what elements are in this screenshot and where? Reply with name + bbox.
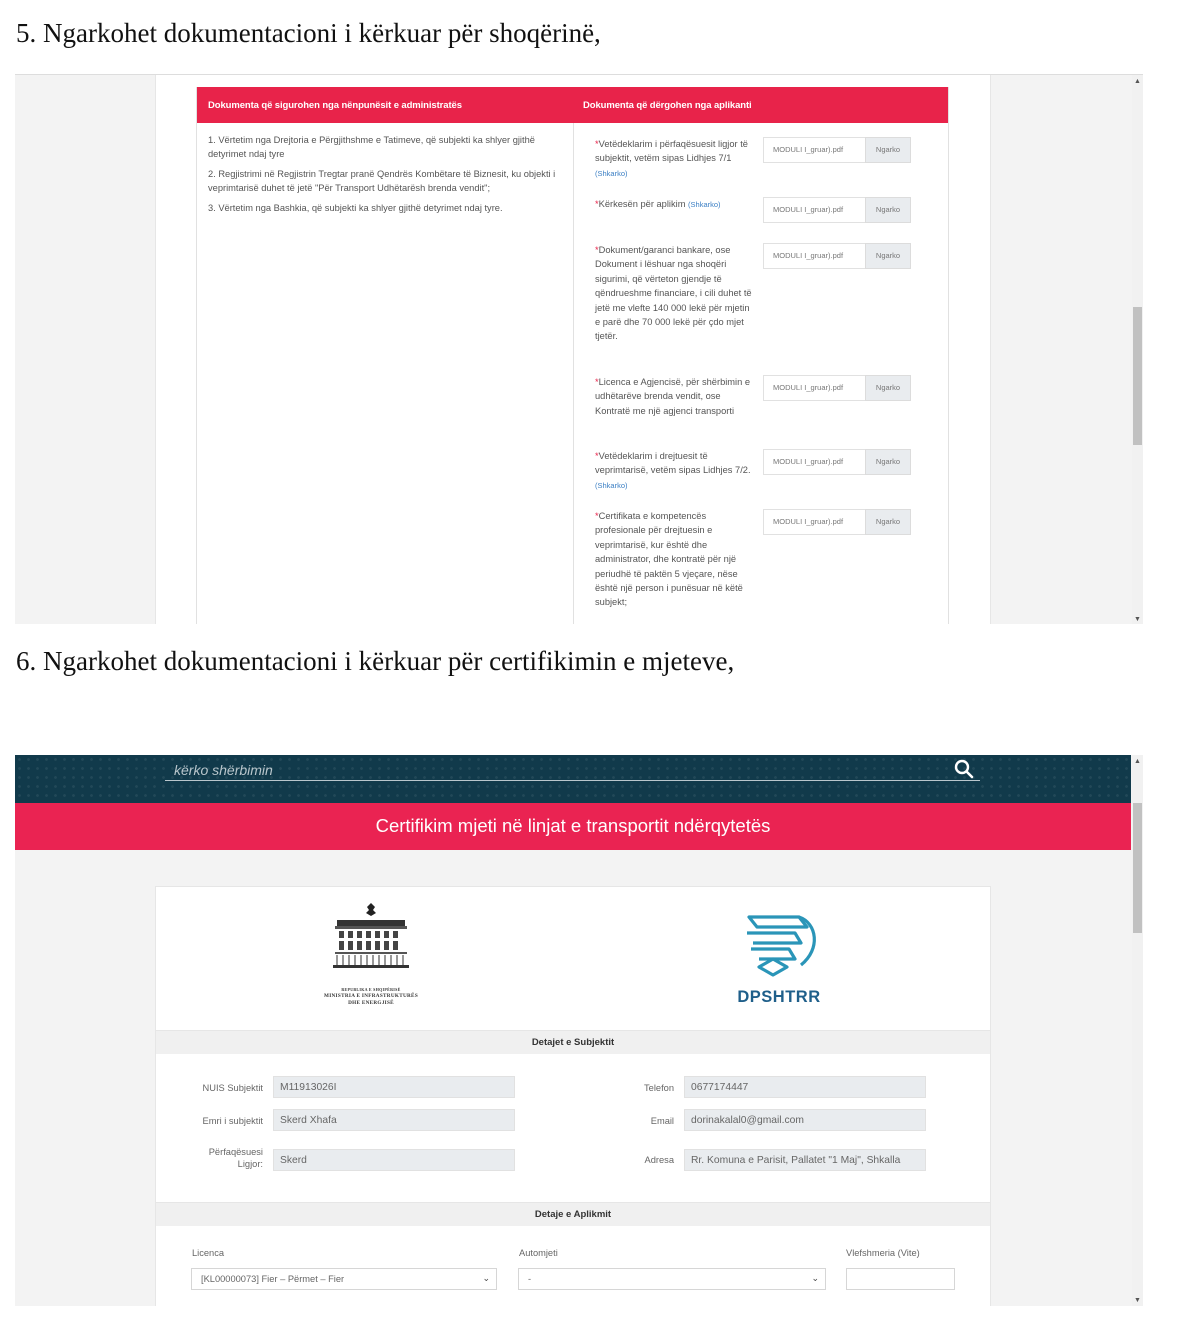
vehicle-selected-value: -	[528, 1274, 532, 1284]
file-upload	[763, 243, 911, 269]
subject-details-section	[156, 1054, 990, 1202]
dpshtrr-logo	[729, 909, 829, 1007]
upload-button[interactable]: Ngarko	[865, 375, 911, 401]
required-star: *	[595, 245, 599, 255]
file-name-field[interactable]: MODULI I_gruar).pdf	[763, 375, 865, 401]
page-scrollbar[interactable]	[1132, 755, 1143, 1306]
required-doc-text: Dokument/garanci bankare, ose Dokument i lëshuar nga shoqëri sigurimi, që vërteton gjendje të qëndrueshme financiare, i cili duhet të jetë me vlefte 140 000 lekë për mjetin e parë dhe 70 000 lekë për çdo mjet tjetër.	[595, 245, 752, 342]
address-label: Adresa	[644, 1155, 674, 1165]
scroll-thumb[interactable]	[1133, 803, 1142, 933]
required-doc-item	[595, 243, 755, 344]
page-scrollbar[interactable]	[1132, 75, 1143, 624]
required-doc-text: Kërkesën për aplikim	[598, 199, 686, 209]
file-upload	[763, 449, 911, 475]
license-selected-value: [KL00000073] Fier – Përmet – Fier	[201, 1274, 345, 1284]
ministry-logo-line: MINISTRIA E INFRASTRUKTURËS	[324, 993, 418, 999]
column-divider	[573, 123, 574, 624]
scroll-up-icon[interactable]: ▲	[1134, 78, 1141, 85]
vehicle-certification-screenshot	[15, 755, 1143, 1306]
subject-details-header: Detajet e Subjektit	[156, 1030, 990, 1054]
required-doc-item	[595, 509, 755, 610]
search-input[interactable]	[165, 759, 980, 781]
ministry-logo-line: REPUBLIKA E SHQIPËRISË	[341, 987, 401, 992]
license-select[interactable]	[191, 1268, 497, 1290]
nuis-label: NUIS Subjektit	[202, 1083, 263, 1093]
admin-doc-item: 2. Regjistrimi në Regjistrin Tregtar pranë Qendrës Kombëtare të Biznesit, ku objekti i veprimtarisë duhet të jetë "Për Transport Udhëtarësh brenda vendit";	[208, 169, 556, 193]
scroll-thumb[interactable]	[1133, 307, 1142, 445]
required-star: *	[595, 199, 599, 209]
validity-input[interactable]	[846, 1268, 955, 1290]
legal-representative-field[interactable]: Skerd	[273, 1149, 515, 1171]
nuis-field[interactable]: M11913026I	[273, 1076, 515, 1098]
file-name-field[interactable]: MODULI I_gruar).pdf	[763, 197, 865, 223]
chevron-down-icon: ⌄	[482, 1273, 490, 1283]
required-star: *	[595, 139, 599, 149]
scroll-up-icon[interactable]: ▲	[1134, 758, 1141, 765]
upload-button[interactable]: Ngarko	[865, 137, 911, 163]
required-star: *	[595, 377, 599, 387]
subject-name-label: Emri i subjektit	[202, 1116, 263, 1126]
application-card	[155, 886, 991, 1306]
file-upload	[763, 375, 911, 401]
subject-name-field[interactable]: Skerd Xhafa	[273, 1109, 515, 1131]
step-6-heading: 6. Ngarkohet dokumentacioni i kërkuar për certifikimin e mjeteve,	[16, 646, 735, 676]
required-doc-item	[595, 197, 755, 212]
file-upload	[763, 137, 911, 163]
file-name-field[interactable]: MODULI I_gruar).pdf	[763, 243, 865, 269]
required-doc-text: Vetëdeklarim i drejtuesit të veprimtarisë, vetëm sipas Lidhjes 7/2.	[595, 451, 751, 476]
applicant-docs-header: Dokumenta që dërgohen nga aplikanti	[583, 99, 752, 111]
required-doc-text: Vetëdeklarim i përfaqësuesit ligjor të subjektit, vetëm sipas Lidhjes 7/1	[595, 139, 748, 164]
download-link[interactable]: (Shkarko)	[595, 168, 628, 178]
step-5-heading: 5. Ngarkohet dokumentacioni i kërkuar për shoqërinë,	[16, 18, 601, 48]
required-doc-text: Licenca e Agjencisë, për shërbimin e udhëtarëve brenda vendit, ose Kontratë me një agjenci transporti	[595, 377, 751, 416]
scroll-down-icon[interactable]: ▼	[1134, 1297, 1141, 1304]
documents-table-header	[197, 87, 948, 123]
required-doc-text: Certifikata e kompetencës profesionale për drejtuesin e veprimtarisë, kur është dhe administrator, dhe kontratë për një periudhë të paktën 5 vjeçare, nëse është një person i punësuar në këtë subjekt;	[595, 511, 743, 608]
upload-button[interactable]: Ngarko	[865, 449, 911, 475]
legal-representative-label: Përfaqësuesi Ligjor:	[208, 1147, 263, 1169]
search-icon[interactable]	[953, 758, 975, 780]
dpshtrr-emblem-icon	[739, 909, 819, 981]
chevron-down-icon: ⌄	[811, 1273, 819, 1283]
file-name-field[interactable]: MODULI I_gruar).pdf	[763, 449, 865, 475]
email-field[interactable]: dorinakalal0@gmail.com	[684, 1109, 926, 1131]
email-label: Email	[650, 1116, 674, 1126]
documents-table	[196, 87, 949, 624]
address-field[interactable]: Rr. Komuna e Parisit, Pallatet "1 Maj", Shkalla	[684, 1149, 926, 1171]
agency-logo-text: DPSHTRR	[737, 988, 821, 1006]
license-label: Licenca	[192, 1248, 225, 1258]
application-details-header: Detaje e Aplikmit	[156, 1202, 990, 1226]
validity-label: Vlefshmeria (Vite)	[846, 1248, 920, 1258]
documents-upload-screenshot	[15, 74, 1143, 624]
scroll-down-icon[interactable]: ▼	[1134, 616, 1141, 623]
phone-label: Telefon	[644, 1083, 674, 1093]
required-star: *	[595, 451, 599, 461]
file-upload	[763, 197, 911, 223]
documents-table-body	[197, 123, 948, 624]
ministry-logo	[306, 901, 436, 1007]
required-doc-item	[595, 137, 755, 181]
required-doc-item	[595, 375, 755, 418]
vehicle-label: Automjeti	[519, 1248, 558, 1258]
logos-header	[156, 887, 990, 1030]
upload-button[interactable]: Ngarko	[865, 243, 911, 269]
service-title: Certifikim mjeti në linjat e transportit ndërqytetës	[15, 803, 1131, 850]
file-name-field[interactable]: MODULI I_gruar).pdf	[763, 509, 865, 535]
admin-doc-item: 1. Vërtetim nga Drejtoria e Përgjithshme e Tatimeve, që subjekti ka shlyer gjithë detyrimet ndaj tyre	[208, 135, 535, 159]
file-upload	[763, 509, 911, 535]
top-search-bar	[15, 755, 1131, 803]
admin-doc-item: 3. Vërtetim nga Bashkia, që subjekti ka shlyer gjithë detyrimet ndaj tyre.	[208, 203, 503, 213]
required-star: *	[595, 511, 599, 521]
ministry-logo-line: DHE ENERGJISË	[348, 1000, 394, 1006]
admin-docs-list	[208, 133, 560, 221]
file-name-field[interactable]: MODULI I_gruar).pdf	[763, 137, 865, 163]
vehicle-select[interactable]	[518, 1268, 826, 1290]
ministry-building-icon	[321, 901, 421, 981]
upload-button[interactable]: Ngarko	[865, 197, 911, 223]
application-details-section	[156, 1226, 990, 1306]
phone-field[interactable]: 0677174447	[684, 1076, 926, 1098]
download-link[interactable]: (Shkarko)	[688, 200, 721, 209]
download-link[interactable]: (Shkarko)	[595, 480, 628, 490]
required-doc-item	[595, 449, 755, 493]
upload-button[interactable]: Ngarko	[865, 509, 911, 535]
admin-docs-header: Dokumenta që sigurohen nga nënpunësit e administratës	[208, 99, 462, 111]
